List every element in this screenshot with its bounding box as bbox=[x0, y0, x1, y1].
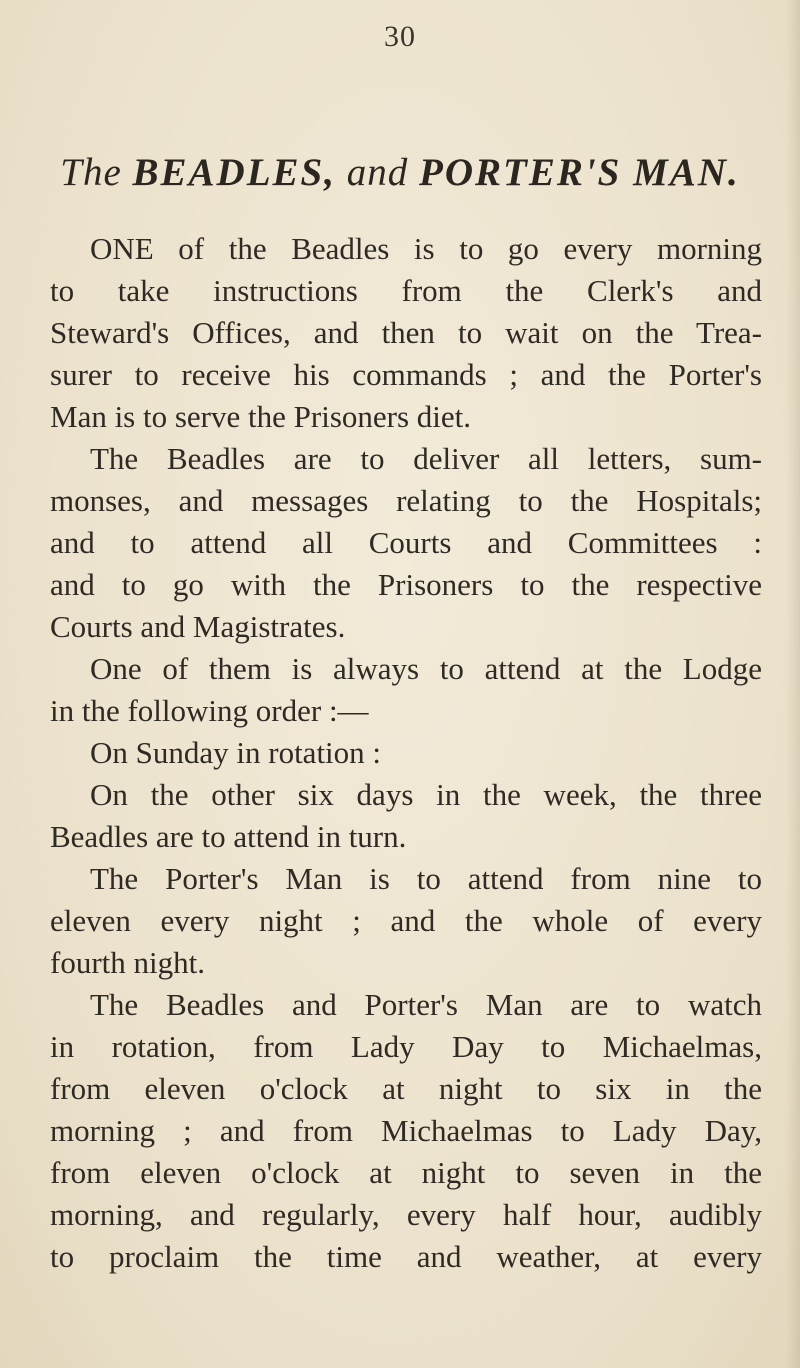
section-heading bbox=[0, 150, 800, 195]
page-number: 30 bbox=[384, 20, 416, 53]
text-line: Man is to serve the Prisoners diet. bbox=[50, 399, 472, 434]
text-line: On the other six days in the week, the three bbox=[90, 777, 762, 812]
text-line: On Sunday in rotation : bbox=[90, 735, 382, 770]
text-line: The Beadles are to deliver all letters, sum- bbox=[90, 441, 762, 476]
text-line: morning ; and from Michaelmas to Lady Day, bbox=[50, 1113, 762, 1148]
text-line: and to go with the Prisoners to the respective bbox=[50, 567, 762, 602]
text-line: Courts and Magistrates. bbox=[50, 609, 346, 644]
text-line: from eleven o'clock at night to seven in the bbox=[50, 1155, 762, 1190]
text-line: fourth night. bbox=[50, 945, 205, 980]
text-line: The Porter's Man is to attend from nine to bbox=[90, 861, 762, 896]
text-line: from eleven o'clock at night to six in the bbox=[50, 1071, 762, 1106]
heading-beadles: BEADLES, bbox=[132, 151, 336, 194]
heading-porters-man: PORTER'S MAN. bbox=[419, 151, 740, 194]
text-line: The Beadles and Porter's Man are to watch bbox=[90, 987, 762, 1022]
text-line: in rotation, from Lady Day to Michaelmas, bbox=[50, 1029, 762, 1064]
text-line: to take instructions from the Clerk's and bbox=[50, 273, 762, 308]
text-line: surer to receive his commands ; and the Porter's bbox=[50, 357, 762, 392]
page-edge-shadow bbox=[786, 0, 800, 1368]
text-line: Steward's Offices, and then to wait on the Trea- bbox=[50, 315, 762, 350]
text-line: One of them is always to attend at the Lodge bbox=[90, 651, 762, 686]
text-line: ONE of the Beadles is to go every morning bbox=[90, 231, 762, 266]
text-line: eleven every night ; and the whole of every bbox=[50, 903, 762, 938]
body-text bbox=[50, 228, 762, 1278]
heading-prefix: The bbox=[60, 151, 122, 194]
text-line: morning, and regularly, every half hour, audibly bbox=[50, 1197, 762, 1232]
text-line: and to attend all Courts and Committees : bbox=[50, 525, 762, 560]
text-line: monses, and messages relating to the Hospitals; bbox=[50, 483, 762, 518]
text-line: Beadles are to attend in turn. bbox=[50, 819, 407, 854]
text-line: in the following order :— bbox=[50, 693, 369, 728]
heading-connector: and bbox=[346, 151, 409, 194]
text-line: to proclaim the time and weather, at every bbox=[50, 1239, 762, 1274]
